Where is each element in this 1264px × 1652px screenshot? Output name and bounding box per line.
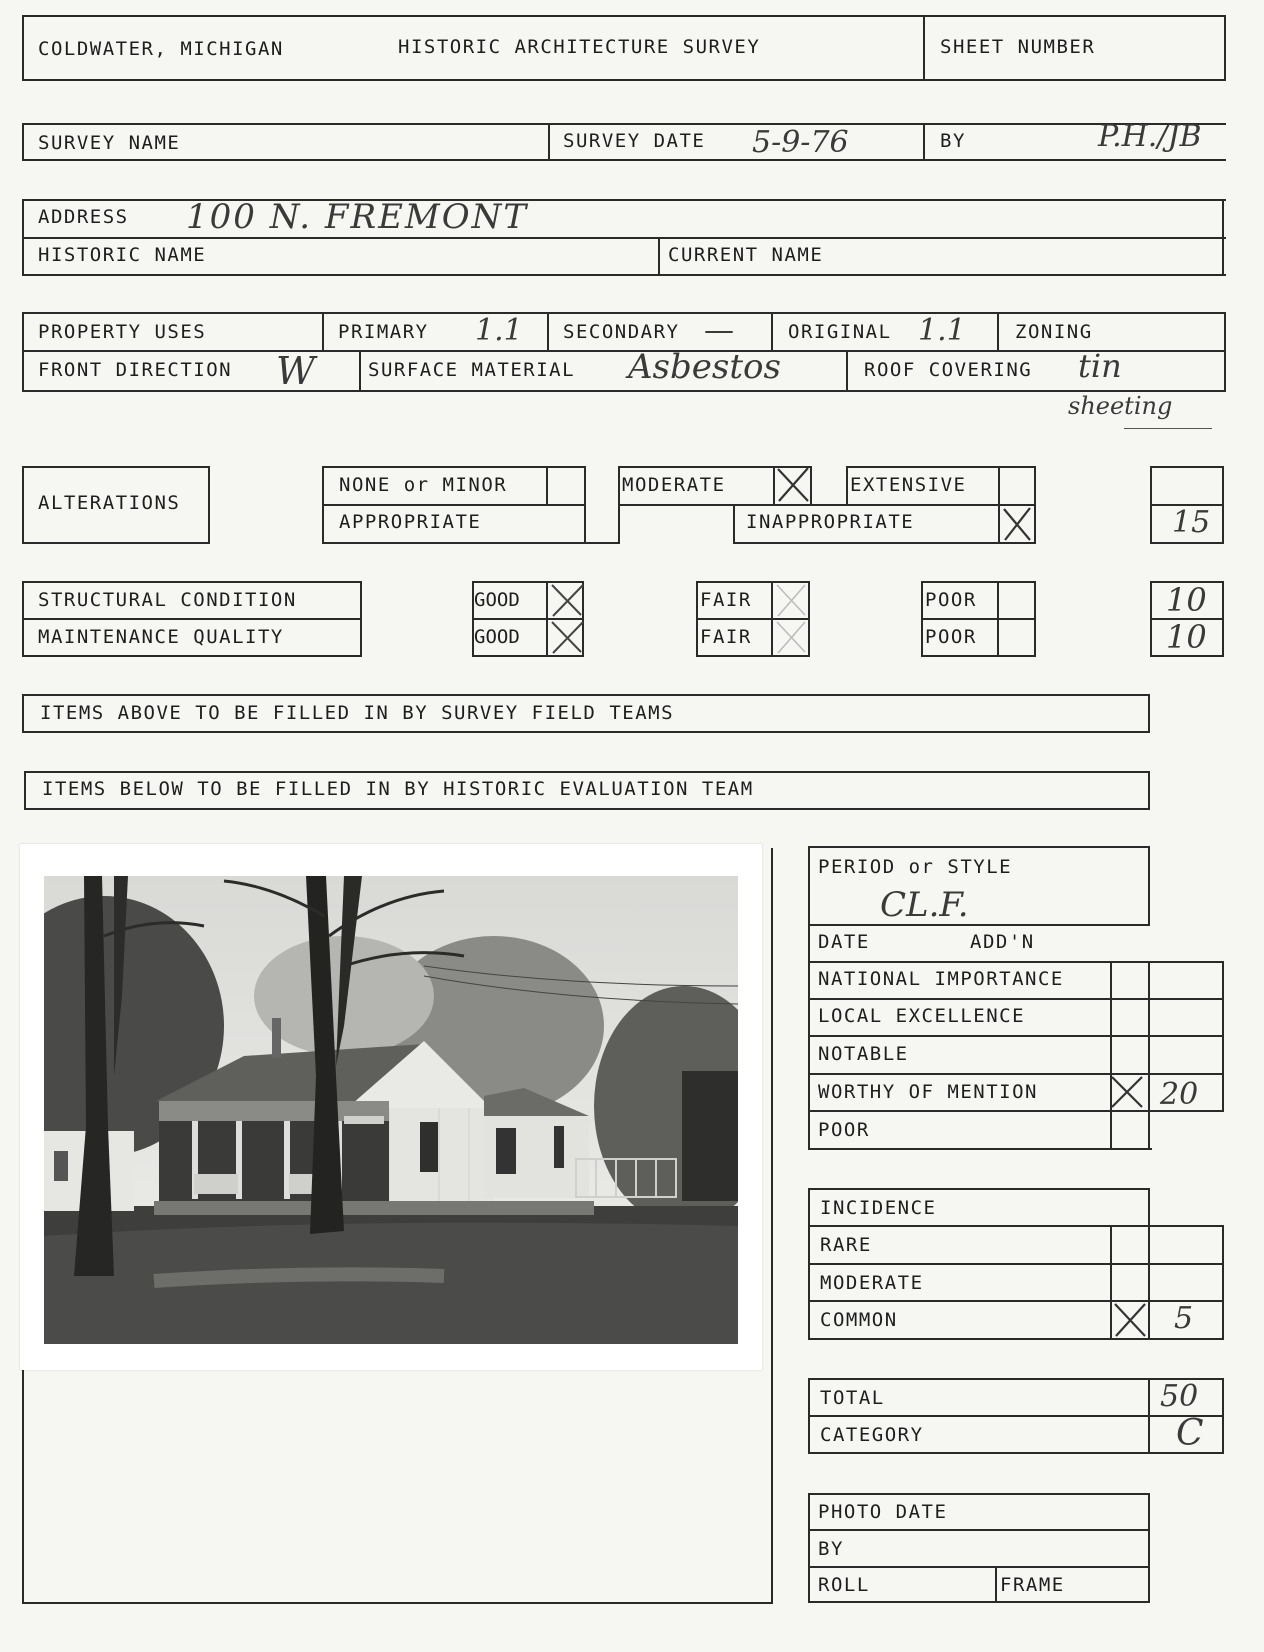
sheet-number-label: SHEET NUMBER	[940, 36, 1096, 58]
address-mid-line	[22, 237, 1226, 239]
primary-label: PRIMARY	[338, 321, 429, 343]
roll-label: ROLL	[818, 1574, 870, 1596]
good-maintenance-check	[547, 618, 587, 656]
front-direction-label: FRONT DIRECTION	[38, 359, 233, 381]
inc-line-3	[808, 1300, 1224, 1302]
alt-v-8	[846, 466, 848, 506]
structural-condition-label: STRUCTURAL CONDITION	[38, 589, 297, 611]
poor-maintenance: POOR	[925, 626, 977, 648]
survey-by-label: BY	[940, 130, 966, 152]
alt-line-bottom-2	[733, 542, 1036, 544]
survey-name-label: SURVEY NAME	[38, 132, 181, 154]
historic-name-label: HISTORIC NAME	[38, 244, 207, 266]
alt-v-7	[733, 504, 735, 544]
photo-info-line-1	[808, 1529, 1150, 1531]
fair-maintenance: FAIR	[700, 626, 752, 648]
inc-bottom	[808, 1338, 1224, 1340]
moderate-check-mark	[775, 466, 811, 504]
notable-label: NOTABLE	[818, 1043, 909, 1065]
local-excellence-label: LOCAL EXCELLENCE	[818, 1005, 1026, 1027]
period-style-value: CL.F.	[880, 885, 969, 925]
eval-div-score	[1148, 961, 1150, 1150]
current-name-label: CURRENT NAME	[668, 244, 824, 266]
eval-line-local	[808, 998, 1224, 1000]
alt-line-top-3	[846, 466, 1036, 468]
eval-right-edge	[1222, 961, 1224, 1111]
inc-moderate-label: MODERATE	[820, 1272, 924, 1294]
note-above-right	[1148, 694, 1150, 733]
alt-line-mid-1	[322, 504, 584, 506]
alt-v-3	[584, 466, 586, 544]
structural-score: 10	[1166, 581, 1207, 619]
addn-label: ADD'N	[970, 931, 1035, 953]
poor-structural: POOR	[925, 589, 977, 611]
note-above-bottom	[22, 731, 1150, 733]
category-value: C	[1176, 1413, 1204, 1454]
survey-left-edge	[22, 123, 24, 161]
photo-info-div	[995, 1566, 997, 1603]
header-divider	[923, 15, 925, 81]
rare-label: RARE	[820, 1234, 872, 1256]
name-divider	[658, 237, 660, 276]
materials-div-2	[846, 350, 848, 392]
eval-poor-label: POOR	[818, 1119, 870, 1141]
survey-date-label: SURVEY DATE	[563, 130, 706, 152]
totals-div	[1148, 1378, 1150, 1454]
uses-div-3	[771, 312, 773, 350]
totals-mid	[808, 1415, 1224, 1417]
national-importance-label: NATIONAL IMPORTANCE	[818, 968, 1064, 990]
total-label: TOTAL	[820, 1387, 885, 1409]
inc-line-2	[808, 1263, 1224, 1265]
note-below-text: ITEMS BELOW TO BE FILLED IN BY HISTORIC EVALUATION TEAM	[42, 778, 754, 800]
survey-divider-1	[548, 123, 550, 161]
eval-line-notable	[808, 1035, 1224, 1037]
alt-v-2	[546, 466, 548, 506]
photo-print	[20, 844, 762, 1370]
eval-line-end	[808, 1148, 1152, 1150]
inc-top	[808, 1188, 1150, 1190]
eval-line-national	[808, 961, 1224, 963]
total-value: 50	[1160, 1379, 1199, 1414]
note-below-top	[24, 771, 1150, 773]
inc-right	[1222, 1225, 1224, 1340]
note-below-left	[24, 771, 26, 810]
fair-structural-erased-mark	[772, 581, 810, 619]
primary-value: 1.1	[475, 313, 523, 348]
roof-covering-value-2: sheeting	[1068, 392, 1173, 420]
none-minor-option: NONE or MINOR	[339, 474, 508, 496]
common-score: 5	[1174, 1301, 1194, 1336]
maintenance-quality-label: MAINTENANCE QUALITY	[38, 626, 284, 648]
inappropriate-check-mark	[999, 505, 1035, 543]
alterations-score: 15	[1172, 505, 1211, 540]
period-style-label: PERIOD or STYLE	[818, 856, 1013, 878]
survey-by-value: P.H./JB	[1098, 119, 1202, 154]
worthy-score: 20	[1160, 1077, 1199, 1112]
moderate-option: MODERATE	[622, 474, 726, 496]
extensive-option: EXTENSIVE	[850, 474, 967, 496]
materials-div-1	[359, 350, 361, 392]
property-uses-label: PROPERTY USES	[38, 321, 207, 343]
note-above-top	[22, 694, 1150, 696]
common-label: COMMON	[820, 1309, 898, 1331]
alt-v-4	[618, 466, 620, 544]
note-above-text: ITEMS ABOVE TO BE FILLED IN BY SURVEY FIELD TEAMS	[40, 702, 675, 724]
category-label: CATEGORY	[820, 1424, 924, 1446]
uses-div-2	[547, 312, 549, 350]
property-mid-line	[22, 350, 1226, 352]
common-check-mark	[1110, 1300, 1150, 1340]
alt-line-bottom-1	[322, 542, 618, 544]
survey-top-line	[22, 123, 1226, 125]
condition-label-mid	[22, 618, 362, 620]
address-right-edge	[1222, 199, 1224, 276]
original-value: 1.1	[918, 313, 966, 348]
city-label: COLDWATER, MICHIGAN	[38, 38, 284, 60]
address-value: 100 N. FREMONT	[186, 197, 529, 237]
note-below-bottom	[24, 808, 1150, 810]
worthy-check-mark	[1106, 1073, 1148, 1111]
inappropriate-option: INAPPROPRIATE	[746, 511, 915, 533]
address-bottom-line	[22, 274, 1226, 276]
fair-maintenance-erased-mark	[772, 618, 810, 656]
poor-mid	[921, 618, 1036, 620]
roof-underline	[1124, 428, 1212, 429]
address-left-edge	[22, 199, 24, 276]
inc-left	[808, 1188, 810, 1340]
maintenance-score: 10	[1166, 618, 1207, 656]
address-label: ADDRESS	[38, 206, 129, 228]
surface-material-label: SURFACE MATERIAL	[368, 359, 576, 381]
note-below-right	[1148, 771, 1150, 810]
worthy-of-mention-label: WORTHY OF MENTION	[818, 1081, 1038, 1103]
alt-line-mid-2	[618, 504, 1036, 506]
roof-covering-label: ROOF COVERING	[864, 359, 1033, 381]
front-direction-value: W	[276, 349, 316, 393]
photo-by-label: BY	[818, 1538, 844, 1560]
alt-line-top-1	[322, 466, 584, 468]
alt-v-1	[322, 466, 324, 544]
eval-div-check	[1110, 961, 1112, 1150]
uses-div-4	[997, 312, 999, 350]
appropriate-option: APPROPRIATE	[339, 511, 482, 533]
photo-info-line-2	[808, 1566, 1150, 1568]
photo-area-right	[771, 848, 773, 1604]
alterations-label: ALTERATIONS	[38, 492, 181, 514]
house-photograph	[44, 876, 738, 1344]
form-title: HISTORIC ARCHITECTURE SURVEY	[398, 36, 761, 58]
frame-label: FRAME	[1000, 1574, 1065, 1596]
secondary-label: SECONDARY	[563, 321, 680, 343]
zoning-label: ZONING	[1015, 321, 1093, 343]
good-maintenance: GOOD	[474, 626, 520, 648]
photo-date-label: PHOTO DATE	[818, 1501, 948, 1523]
inc-line-1	[808, 1225, 1224, 1227]
eval-line-date	[808, 924, 1150, 926]
surface-material-value: Asbestos	[628, 347, 781, 387]
good-structural-check	[547, 581, 587, 619]
note-above-left	[22, 694, 24, 733]
eval-left-edge	[808, 924, 810, 1150]
secondary-value: —	[704, 313, 734, 348]
date-label: DATE	[818, 931, 870, 953]
photo-area-bottom	[22, 1602, 773, 1604]
eval-line-worthy	[808, 1073, 1224, 1075]
incidence-label: INCIDENCE	[820, 1197, 937, 1219]
survey-date-value: 5-9-76	[752, 125, 849, 160]
roof-covering-value: tin	[1078, 347, 1122, 385]
fair-structural: FAIR	[700, 589, 752, 611]
survey-divider-2	[923, 123, 925, 161]
survey-bottom-line	[22, 159, 1226, 161]
good-structural: GOOD	[474, 589, 520, 611]
poor-div	[997, 581, 999, 657]
uses-div-1	[322, 312, 324, 350]
original-label: ORIGINAL	[788, 321, 892, 343]
